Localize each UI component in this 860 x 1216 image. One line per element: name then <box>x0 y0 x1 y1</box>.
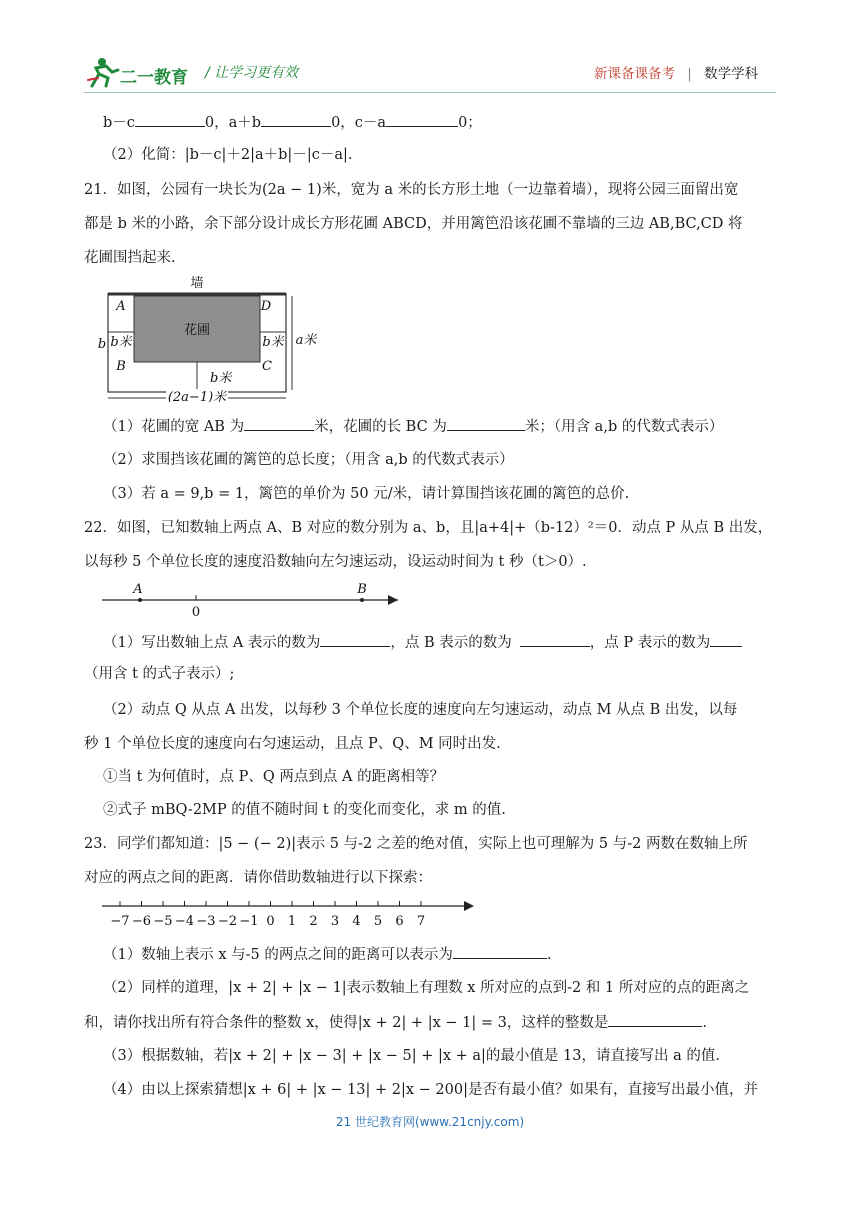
corner-a-label: A <box>116 299 126 314</box>
answer-blank <box>608 1012 702 1027</box>
corner-c-label: C <box>262 359 272 374</box>
origin-label: 0 <box>191 605 201 618</box>
tick-label: −6 <box>131 914 152 929</box>
header-rule <box>84 92 776 93</box>
tick-label: −1 <box>239 914 259 929</box>
header-course-text: 新课备课备考 <box>594 66 675 82</box>
q22-item2: ②式子 mBQ-2MP 的值不随时间 t 的变化而变化，求 m 的值. <box>103 802 506 818</box>
q21-sub3: （3）若 a = 9,b = 1，篱笆的单价为 50 元/米，请计算围挡该花圃的篱笆的总价. <box>103 486 630 502</box>
q22-sub1 <box>103 632 742 653</box>
header-subject: 数学学科 <box>704 66 759 82</box>
q23-number-line <box>98 896 478 930</box>
q20-line2: （2）化简：|b－c|＋2|a＋b|－|c－a|. <box>103 147 353 163</box>
garden-label: 花圃 <box>183 323 211 338</box>
tick-label: 3 <box>330 914 340 929</box>
answer-blank <box>453 944 547 959</box>
width-a-label: a米 <box>295 333 317 348</box>
answer-blank <box>447 416 525 431</box>
bottom-path-width-label: b米 <box>210 371 232 386</box>
q21-sub1-text: 米，花圃的长 BC 为 <box>314 419 447 435</box>
tick-label: −4 <box>174 914 195 929</box>
tick-label: 6 <box>395 914 404 929</box>
answer-blank <box>320 632 390 647</box>
point-b-label: B <box>357 582 367 597</box>
q23-sub2-line2 <box>84 1012 707 1033</box>
answer-blank <box>135 112 205 127</box>
q20-expr-end: 0； <box>458 115 482 131</box>
q22-sub2-line2: 秒 1 个单位长度的速度向右匀速运动，且点 P、Q、M 同时出发. <box>84 736 501 752</box>
tick-label: 2 <box>309 914 318 929</box>
right-path-width-label: b米 <box>262 335 284 350</box>
q21-line1: 21．如图，公园有一块长为(2a − 1)米，宽为 a 米的长方形土地（一边靠着墙），现将公园三面留出宽 <box>84 182 739 198</box>
arrow-right-icon <box>388 595 398 605</box>
point-a-label: A <box>133 582 143 597</box>
q21-line2: 都是 b 米的小路，余下部分设计成长方形花圃 ABCD，并用篱笆沿该花圃不靠墙的三边 AB,BC,CD 将 <box>84 216 743 232</box>
site-logo <box>86 56 196 90</box>
tick-label: 7 <box>416 914 426 929</box>
slogan: / 让学习更有效 <box>205 65 299 81</box>
tick-label: 0 <box>266 914 275 929</box>
q23-sub1 <box>103 944 551 965</box>
q23-sub4: （4）由以上探索猜想|x + 6| + |x − 13| + 2|x − 200|是否有最小值？如果有，直接写出最小值，并 <box>103 1082 758 1098</box>
point-a <box>138 598 142 602</box>
answer-blank <box>244 416 314 431</box>
footer-link[interactable]: 21 世纪教育网(www.21cnjy.com) <box>335 1115 525 1129</box>
q22-sub2-line1: （2）动点 Q 从点 A 出发，以每秒 3 个单位长度的速度向左匀速运动，动点 M 从点 B 出发，以每 <box>103 702 738 718</box>
q21-sub1-text: （1）花圃的宽 AB 为 <box>103 419 245 435</box>
left-path-width-label: b米 <box>110 335 132 350</box>
tick-label: −5 <box>153 914 173 929</box>
answer-blank <box>710 632 742 647</box>
q22-sub1-text: ，点 P 表示的数为 <box>589 635 711 651</box>
q21-diagram <box>96 272 318 402</box>
logo-text: 二一教育 <box>120 68 188 88</box>
q23-sub2-end: . <box>702 1015 707 1031</box>
wall-label: 墙 <box>190 276 204 291</box>
q20-line1 <box>103 112 482 133</box>
q22-item1: ①当 t 为何值时，点 P、Q 两点到点 A 的距离相等？ <box>103 769 445 785</box>
q22-sub1-text: （1）写出数轴上点 A 表示的数为 <box>103 635 321 651</box>
q22-number-line <box>98 578 408 618</box>
q22-line2: 以每秒 5 个单位长度的速度沿数轴向左匀速运动，设运动时间为 t 秒（t＞0）. <box>84 554 587 570</box>
q23-sub2-line1: （2）同样的道理，|x + 2| + |x − 1|表示数轴上有理数 x 所对应的点到-2 和 1 所对应的点的距离之 <box>103 980 750 996</box>
tick-label: 1 <box>287 914 297 929</box>
q21-sub1 <box>103 416 723 437</box>
corner-b-label: B <box>116 359 126 374</box>
length-label: (2a−1)米 <box>167 390 227 402</box>
header-divider: | <box>687 66 692 82</box>
tick-label: 5 <box>373 914 383 929</box>
q20-expr-c-a: 0，c－a <box>331 115 387 131</box>
q23-line1: 23．同学们都知道：|5 − (− 2)|表示 5 与-2 之差的绝对值，实际上也可理解为 5 与-2 两数在数轴上所 <box>84 836 748 852</box>
corner-d-label: D <box>260 299 272 314</box>
q22-line1: 22．如图，已知数轴上两点 A、B 对应的数分别为 a、b，且|a+4|+（b-12）²＝0．动点 P 从点 B 出发， <box>84 520 773 536</box>
q23-sub1-text: （1）数轴上表示 x 与-5 的两点之间的距离可以表示为 <box>103 947 453 963</box>
header-right <box>594 62 758 82</box>
q21-line3: 花圃围挡起来. <box>84 250 176 266</box>
tick-label: 4 <box>352 914 361 929</box>
answer-blank <box>386 112 458 127</box>
q21-sub1-text: 米；（用含 a,b 的代数式表示） <box>524 419 724 435</box>
tick-label: −3 <box>196 914 216 929</box>
answer-blank <box>261 112 331 127</box>
tick-label: −2 <box>217 914 238 929</box>
q21-sub2: （2）求围挡该花圃的篱笆的总长度；（用含 a,b 的代数式表示） <box>103 452 514 468</box>
q22-sub1-text: ，点 B 表示的数为 <box>390 635 512 651</box>
q20-expr-a-b: 0，a＋b <box>204 115 262 131</box>
q22-sub1-cont: （用含 t 的式子表示）; <box>84 666 235 682</box>
q20-expr-b-c: b－c <box>103 115 135 131</box>
tick-label: −7 <box>110 914 130 929</box>
point-b <box>360 598 364 602</box>
outer-b-label: b <box>97 337 107 352</box>
q23-line2: 对应的两点之间的距离．请你借助数轴进行以下探索： <box>84 870 432 886</box>
q23-sub1-end: . <box>546 947 552 963</box>
answer-blank <box>520 632 590 647</box>
arrow-right-icon <box>464 901 474 911</box>
q23-sub3: （3）根据数轴，若|x + 2| + |x − 3| + |x − 5| + |x + a|的最小值是 13，请直接写出 a 的值. <box>103 1048 720 1064</box>
q23-sub2-text: 和，请你找出所有符合条件的整数 x，使得|x + 2| + |x − 1| = 3，这样的整数是 <box>84 1015 609 1031</box>
